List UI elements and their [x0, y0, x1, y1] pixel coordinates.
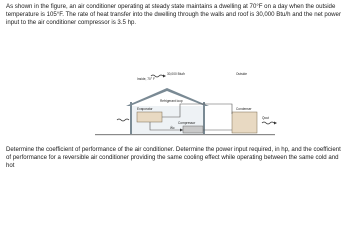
condenser-label: Condenser	[236, 107, 252, 111]
question-text: Determine the coefficient of performance of the air conditioner. Determine the power input required, in hp, and the coefficient of performance for a reversible air conditioner providing the same cooling effect while operating between the same cold and hot	[6, 146, 341, 169]
compressor-label: Compressor	[178, 121, 196, 125]
problem-statement: As shown in the figure, an air conditioner operating at steady state maintains a dwelling at 70°F on a day when the outside temperature is 105°F. The rate of heat transfer into the dwelling through the walls and roof is 30,000 Btu/h and the net power input to the air conditioner compressor is 3.5 hp.	[6, 3, 341, 26]
house-wall-left	[130, 102, 132, 134]
heat-out-label: Q̇out	[262, 116, 269, 120]
heat-out-arrow-icon	[262, 122, 274, 124]
inside-label: Inside, 70° F	[137, 77, 155, 81]
ground-line	[95, 134, 275, 135]
evaporator-label: Evaporator	[137, 107, 153, 111]
house-wall-right	[203, 102, 205, 134]
indoor-heat-arrow-icon	[117, 119, 129, 121]
heat-in-label: 30,000 Btu/h	[167, 72, 186, 76]
condenser-coil	[232, 112, 257, 133]
outside-label: Outside	[236, 72, 247, 76]
refrigerant-loop-label: Refrigerant loop	[160, 99, 183, 103]
house-roof	[126, 88, 209, 106]
work-input-label: Ẇc	[170, 126, 175, 130]
evaporator-coil	[137, 112, 162, 122]
heat-in-arrowhead-icon	[163, 75, 166, 78]
heat-out-arrowhead-icon	[274, 122, 277, 125]
compressor-unit	[183, 126, 203, 133]
